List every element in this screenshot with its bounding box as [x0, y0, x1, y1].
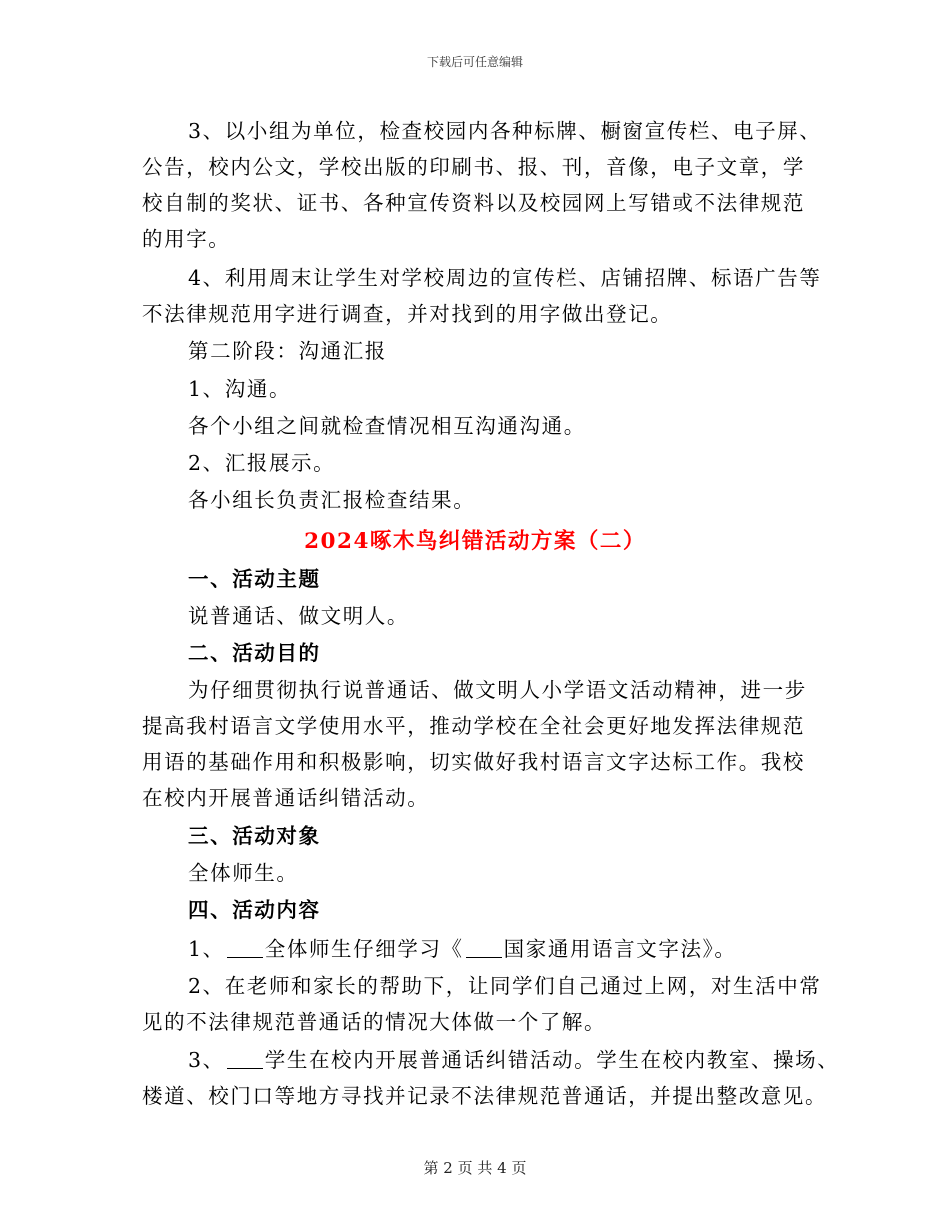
page-footer: 第 2 页 共 4 页 — [423, 1159, 527, 1177]
paragraph-line: 各小组长负责汇报检查结果。 — [188, 488, 476, 512]
paragraph-line: 全体师生。 — [188, 861, 299, 885]
paragraph-line: 3、以小组为单位，检查校园内各种标牌、橱窗宣传栏、电子屏、 — [188, 119, 822, 143]
blank-underline — [227, 939, 263, 958]
paragraph-line: 用语的基础作用和积极影响，切实做好我村语言文字达标工作。我校 — [142, 750, 805, 774]
sub-heading: 1、沟通。 — [188, 377, 292, 401]
paragraph-line: 在校内开展普通话纠错活动。 — [142, 786, 430, 810]
paragraph-line: 说普通话、做文明人。 — [188, 604, 409, 628]
sub-heading: 2、汇报展示。 — [188, 451, 336, 475]
page-header: 下载后可任意编辑 — [426, 55, 523, 69]
paragraph-line: 公告，校内公文，学校出版的印刷书、报、刊，音像，电子文章，学 — [142, 155, 805, 179]
paragraph-line: 楼道、校门口等地方寻找并记录不法律规范普通话，并提出整改意见。 — [142, 1084, 828, 1108]
paragraph-line: 校自制的奖状、证书、各种宣传资料以及校园网上写错或不法律规范 — [142, 191, 805, 215]
paragraph-line: 为仔细贯彻执行说普通话、做文明人小学语文活动精神，进一步 — [188, 678, 807, 702]
blank-underline — [466, 939, 502, 958]
item-number: 1、 — [188, 937, 225, 961]
content-item-3 — [188, 1047, 839, 1073]
paragraph-line: 2、在老师和家长的帮助下，让同学们自己通过上网，对生活中常 — [188, 974, 822, 998]
section-heading: 一、活动主题 — [188, 567, 321, 591]
item-text: 国家通用语言文字法》。 — [503, 937, 737, 961]
paragraph-line: 见的不法律规范普通话的情况大体做一个了解。 — [142, 1010, 607, 1034]
item-number: 3、 — [188, 1048, 225, 1072]
paragraph-line: 提高我村语言文学使用水平，推动学校在全社会更好地发挥法律规范 — [142, 714, 805, 738]
section-heading: 三、活动对象 — [188, 824, 321, 848]
stage-heading: 第二阶段：沟通汇报 — [188, 339, 387, 363]
item-text: 学生在校内开展普通话纠错活动。学生在校内教室、操场、 — [264, 1048, 840, 1072]
paragraph-line: 不法律规范用字进行调查，并对找到的用字做出登记。 — [142, 302, 673, 326]
section-heading: 二、活动目的 — [188, 641, 321, 665]
blank-underline — [227, 1050, 263, 1069]
paragraph-line: 4、利用周末让学生对学校周边的宣传栏、店铺招牌、标语广告等 — [188, 266, 822, 290]
item-text: 全体师生仔细学习《 — [264, 937, 464, 961]
content-item-1 — [188, 936, 737, 962]
paragraph-line: 各个小组之间就检查情况相互沟通沟通。 — [188, 414, 586, 438]
paragraph-line: 的用字。 — [142, 227, 231, 251]
document-title: 2024啄木鸟纠错活动方案（二） — [304, 529, 646, 554]
section-heading: 四、活动内容 — [188, 898, 321, 922]
